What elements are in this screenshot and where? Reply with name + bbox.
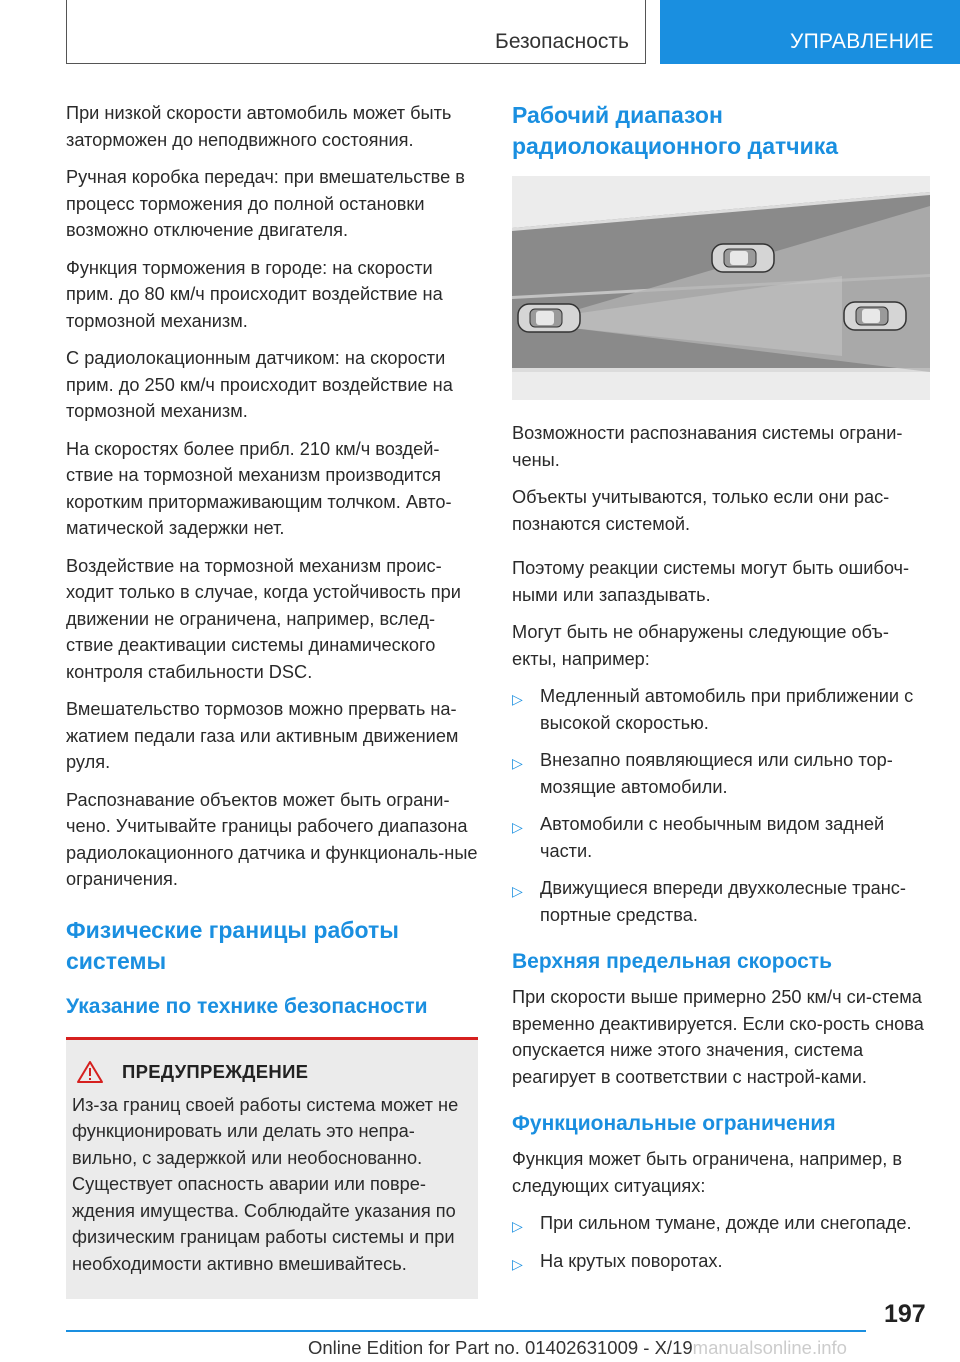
warning-header [72, 1060, 464, 1084]
bullet-triangle-icon: ▷ [512, 755, 523, 771]
header-chapter-tab [660, 0, 960, 64]
header-section-label: Безопасность [495, 30, 629, 53]
header-chapter-label: УПРАВЛЕНИЕ [790, 30, 934, 53]
paragraph: При низкой скорости автомобиль может быть заторможен до неподвижного состояния. [66, 103, 452, 150]
header-section-tab [66, 0, 646, 64]
edition-text: Online Edition for Part no. 01402631009 - X/19 [308, 1337, 693, 1358]
paragraph: Объекты учитываются, только если они рас-познаются системой. [512, 487, 890, 534]
paragraph: С радиолокационным датчиком: на скорости прим. до 250 км/ч происходит воздействие на тормозной механизм. [66, 348, 453, 421]
undetected-objects-list [512, 683, 930, 928]
vehicle-ahead-lane [712, 244, 774, 272]
left-column [66, 100, 478, 1299]
heading-upper-speed: Верхняя предельная скорость [512, 950, 832, 973]
list-item: ▷ Автомобили с необычным видом задней части. [512, 814, 885, 861]
paragraph: Ручная коробка передач: при вмешательстве в процесс торможения до полной остановки возможно отключение двигателя. [66, 167, 465, 240]
warning-box [66, 1037, 478, 1300]
limitations-list [512, 1210, 930, 1274]
paragraph: Возможности распознавания системы ограни-чены. [512, 423, 903, 470]
paragraph: Поэтому реакции системы могут быть ошибоч-ными или запаздывать. [512, 558, 910, 605]
list-item: ▷ Внезапно появляющиеся или сильно тор-мозящие автомобили. [512, 750, 893, 797]
radar-range-illustration [512, 176, 930, 400]
paragraph: На скоростях более прибл. 210 км/ч воздей-ствие на тормозной механизм производится коротким притормаживающим толчком. Авто-матической задержки нет. [66, 438, 452, 538]
heading-functional-limits: Функциональные ограничения [512, 1112, 836, 1135]
footer-edition [308, 1337, 847, 1359]
warning-text: Из-за границ своей работы система может не функционировать или делать это непра-вильно, с задержкой или необоснованно. Существует опасность аварии или повре-ждения имущества. Соблюдайте указания по физическим границам работы системы и при необходимости активно вмешивайтесь. [72, 1094, 459, 1274]
heading-safety-note: Указание по технике безопасности [66, 994, 428, 1018]
heading-physical-limits: Физические границы работы системы [66, 916, 399, 974]
list-item: ▷ Медленный автомобиль при приближении с высокой скоростью. [512, 686, 914, 733]
list-item: ▷ При сильном тумане, дожде или снегопаде. [512, 1210, 930, 1237]
bullet-triangle-icon: ▷ [512, 1218, 523, 1234]
bullet-triangle-icon: ▷ [512, 691, 523, 707]
vehicle-ahead-same-lane [844, 302, 906, 330]
bullet-triangle-icon: ▷ [512, 883, 523, 899]
list-item: ▷ Движущиеся впереди двухколесные транс-портные средства. [512, 878, 906, 925]
heading-radar-range: Рабочий диапазон радиолокационного датчика [512, 102, 839, 159]
paragraph: Вмешательство тормозов можно прервать на-жатием педали газа или активным движением руля. [66, 699, 459, 772]
bullet-triangle-icon: ▷ [512, 819, 523, 835]
paragraph: При скорости выше примерно 250 км/ч си-стема временно деактивируется. Если ско-рость снова опускается ниже этого значения, система реагирует в соответствии с настрой-ками. [512, 987, 924, 1087]
page-number: 197 [884, 1300, 926, 1328]
paragraph: Распознавание объектов может быть ограни-чено. Учитывайте границы рабочего диапазона радиолокационного датчика и функциональ-ные ограничения. [66, 789, 478, 889]
paragraph: Могут быть не обнаружены следующие объ-екты, например: [512, 622, 889, 669]
vehicle-ego [518, 304, 580, 332]
warning-triangle-icon [76, 1060, 104, 1084]
watermark: manualsonline.info [692, 1337, 847, 1358]
road-edge-bottom [512, 368, 930, 372]
road-diagram [512, 176, 930, 400]
right-column [512, 100, 930, 1286]
list-item: ▷ На крутых поворотах. [512, 1248, 930, 1275]
warning-title: ПРЕДУПРЕЖДЕНИЕ [122, 1060, 309, 1082]
footer-divider [66, 1330, 866, 1332]
paragraph: Воздействие на тормозной механизм проис-ходит только в случае, когда устойчивость при движении не ограничена, например, вслед-ствие деактивации системы динамического контроля стабильности DSC. [66, 555, 461, 682]
paragraph: Функция может быть ограничена, например, в следующих ситуациях: [512, 1149, 903, 1196]
paragraph: Функция торможения в городе: на скорости прим. до 80 км/ч происходит воздействие на тормозной механизм. [66, 257, 443, 331]
bullet-triangle-icon: ▷ [512, 1255, 523, 1272]
